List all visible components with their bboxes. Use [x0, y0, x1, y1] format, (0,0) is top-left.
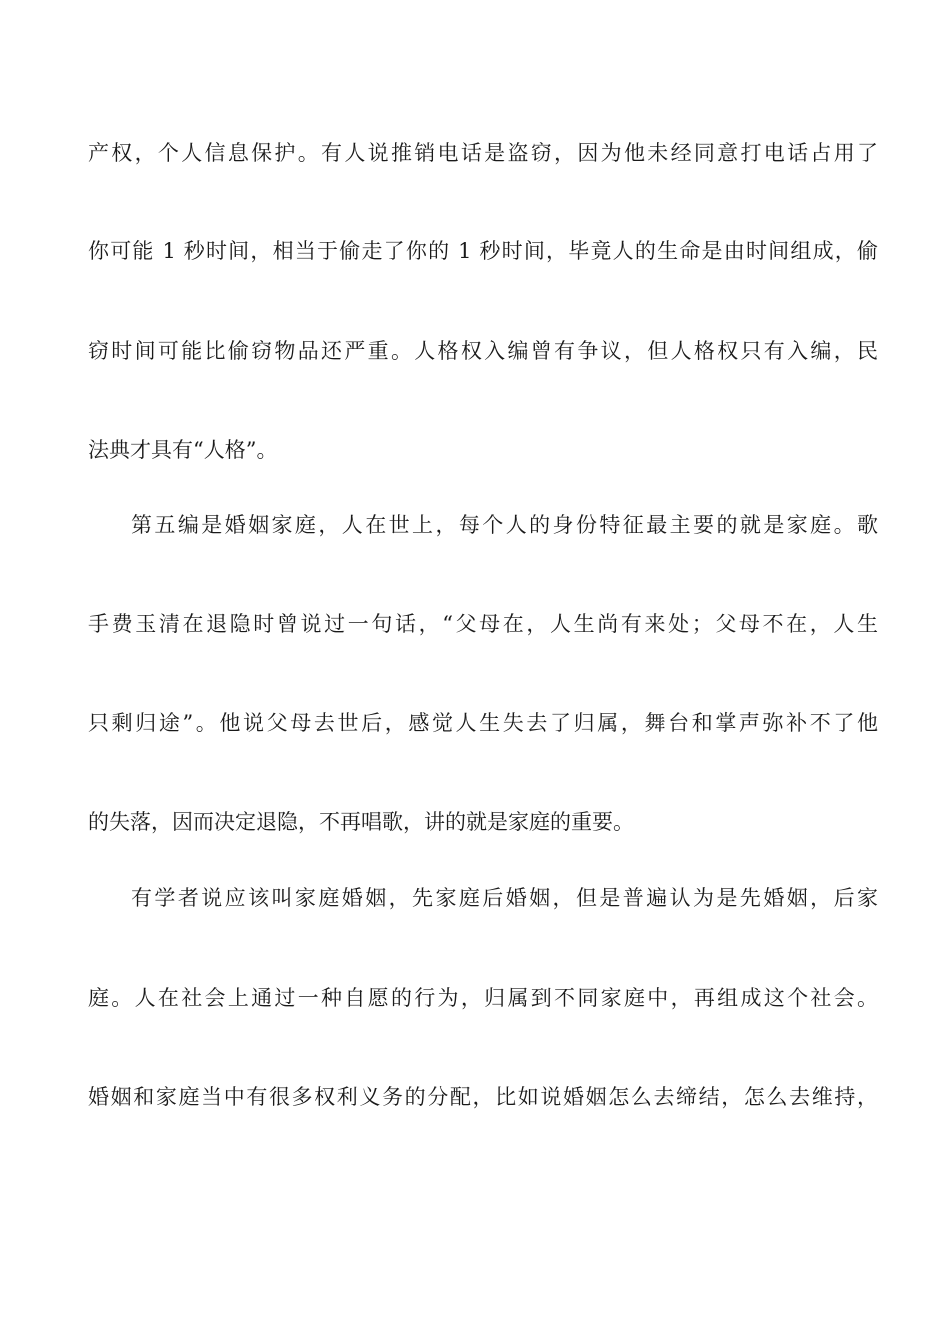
- text-line-1: 产权，个人信息保护。有人说推销电话是盗窃，因为他未经同意打电话占用了: [88, 141, 878, 165]
- text-line-5: 第五编是婚姻家庭，人在世上，每个人的身份特征最主要的就是家庭。歌: [131, 513, 878, 537]
- text-line-8: 的失落，因而决定退隐，不再唱歌，讲的就是家庭的重要。: [88, 810, 634, 834]
- text-line-4: 法典才具有“人格”。: [88, 438, 278, 462]
- text-line-6: 手费玉清在退隐时曾说过一句话，“父母在，人生尚有来处；父母不在，人生: [88, 612, 878, 636]
- text-line-9: 有学者说应该叫家庭婚姻，先家庭后婚姻，但是普遍认为是先婚姻，后家: [131, 886, 878, 910]
- text-line-2: 你可能 1 秒时间，相当于偷走了你的 1 秒时间，毕竟人的生命是由时间组成，偷: [88, 239, 878, 263]
- text-line-11: 婚姻和家庭当中有很多权利义务的分配，比如说婚姻怎么去缔结，怎么去维持，: [88, 1085, 878, 1109]
- text-line-7: 只剩归途”。他说父母去世后，感觉人生失去了归属，舞台和掌声弥补不了他: [88, 711, 878, 735]
- text-line-10: 庭。人在社会上通过一种自愿的行为，归属到不同家庭中，再组成这个社会。: [88, 986, 878, 1010]
- text-line-3: 窃时间可能比偷窃物品还严重。人格权入编曾有争议，但人格权只有入编，民: [88, 339, 878, 363]
